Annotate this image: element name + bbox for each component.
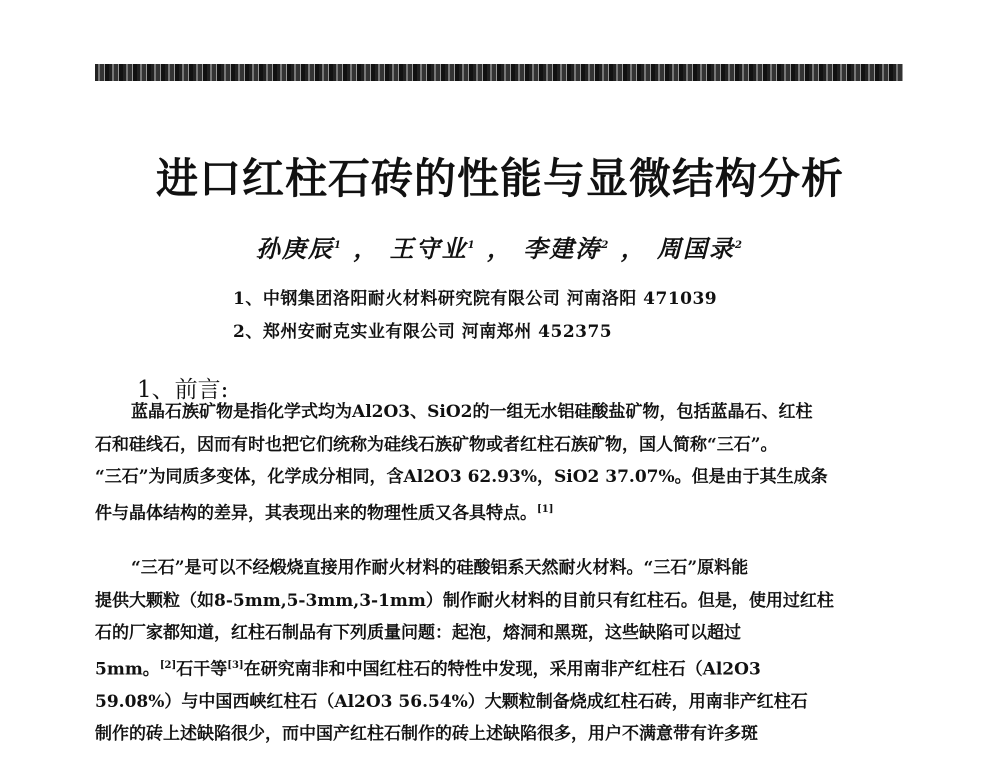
paragraph-line: “三石”为同质多变体，化学成分相同，含Al2O3 62.93%，SiO2 37.07%。但是由于其生成条 xyxy=(95,467,828,487)
author-name: 周国录 xyxy=(657,234,736,263)
author-affil-mark: 1 xyxy=(467,240,477,251)
author-separator: ， xyxy=(353,234,380,263)
paragraph-line: 制作的砖上述缺陷很少，而中国产红柱石制作的砖上述缺陷很多，用户不满意带有许多斑 xyxy=(95,724,758,745)
author-name: 李建涛 xyxy=(523,234,602,263)
author-name: 王守业 xyxy=(389,234,468,263)
author-affil-mark: 2 xyxy=(735,240,745,251)
paragraph-text: 石干等 xyxy=(176,659,228,680)
paragraph-line: “三石”是可以不经煅烧直接用作耐火材料的硅酸铝系天然耐火材料。“三石”原料能 xyxy=(131,558,749,578)
affiliation-2: 2、郑州安耐克实业有限公司 河南郑州 452375 xyxy=(233,322,613,342)
paragraph-line: 石和硅线石，因而有时也把它们统称为硅线石族矿物或者红柱石族矿物，国人简称“三石”。 xyxy=(95,434,778,455)
author-name: 孙庚辰 xyxy=(255,234,334,263)
header-decorative-bar xyxy=(95,64,903,81)
author-affil-mark: 1 xyxy=(333,240,343,251)
citation-ref: [2] xyxy=(159,659,177,671)
section-heading: 1、前言: xyxy=(137,377,229,403)
paragraph-second xyxy=(95,552,907,751)
author-list xyxy=(0,229,1000,264)
citation-ref: [3] xyxy=(227,659,244,671)
paragraph-intro xyxy=(95,396,907,530)
paragraph-text: 5mm。 xyxy=(95,659,160,680)
paragraph-text: 在研究南非和中国红柱石的特性中发现，采用南非产红柱石（Al2O3 xyxy=(243,659,761,680)
paragraph-line xyxy=(95,494,907,530)
paragraph-line: 59.08%）与中国西峡红柱石（Al2O3 56.54%）大颗粒制备烧成红柱石砖，用南非产红柱石 xyxy=(95,691,808,712)
paragraph-text: 件与晶体结构的差异，其表现出来的物理性质又各具特点。 xyxy=(95,503,537,524)
paragraph-line: 蓝晶石族矿物是指化学式均为Al2O3、SiO2的一组无水铝硅酸盐矿物，包括蓝晶石、红柱 xyxy=(131,402,813,422)
affiliation-1: 1、中钢集团洛阳耐火材料研究院有限公司 河南洛阳 471039 xyxy=(233,289,718,309)
author-affil-mark: 2 xyxy=(601,240,611,251)
paragraph-line: 石的厂家都知道，红柱石制品有下列质量问题：起泡，熔洞和黑斑，这些缺陷可以超过 xyxy=(95,623,741,643)
author-separator: ， xyxy=(487,234,513,263)
paragraph-line xyxy=(95,650,907,686)
author-separator: ， xyxy=(620,234,647,263)
paragraph-line: 提供大颗粒（如8-5mm,5-3mm,3-1mm）制作耐火材料的目前只有红柱石。但是，使用过红柱 xyxy=(95,590,834,611)
citation-ref: [1] xyxy=(537,503,554,515)
paper-title: 进口红柱石砖的性能与显微结构分析 xyxy=(155,154,844,203)
